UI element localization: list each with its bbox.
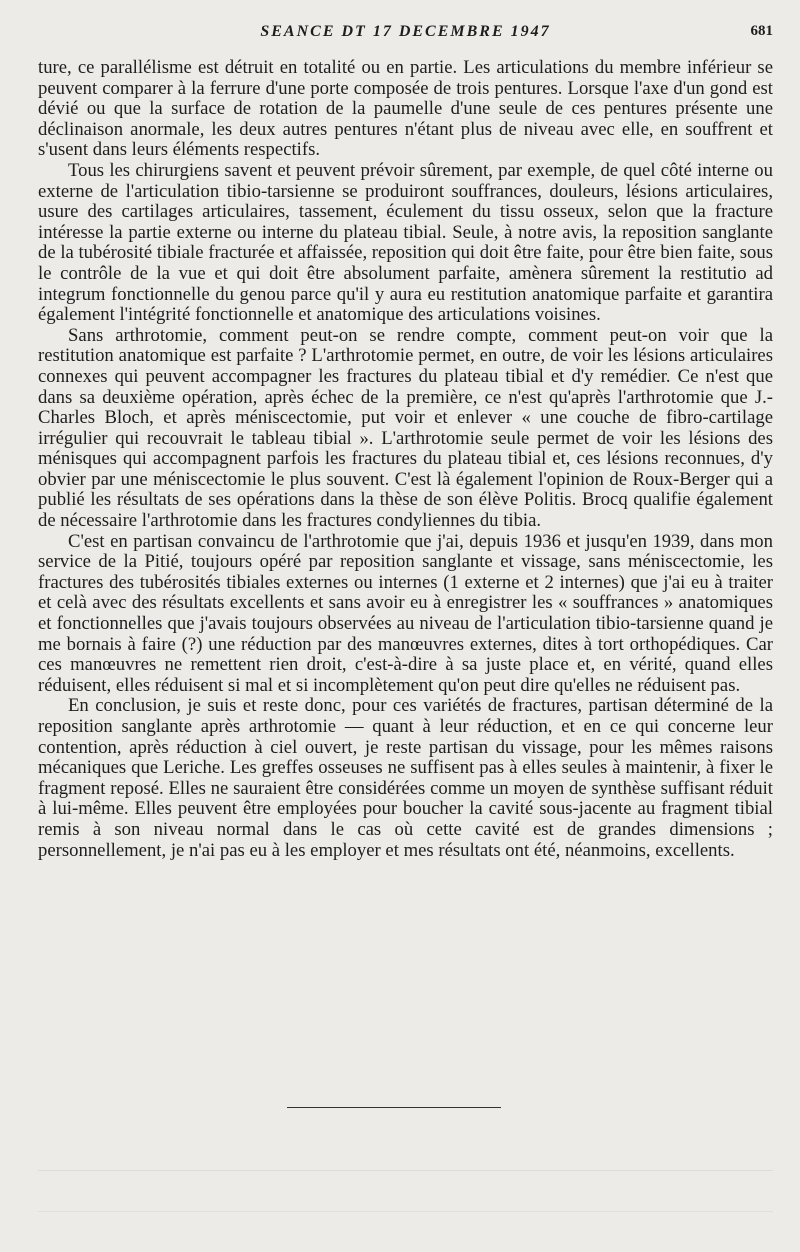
paragraph-3: Sans arthrotomie, comment peut-on se rendre compte, comment peut-on voir que la restitution anatomique est parfaite ? L'arthrotomie permet, en outre, de voir les lésions articulaires connexes qui peuvent accompagner les fractures du plateau tibial et d'y remédier. Ce n'est que dans sa deuxième opération, après échec de la première, ce n'est qu'après l'arthrotomie que J.-Charles Bloch, et après méniscectomie, put voir et enlever « une couche de fibro-cartilage irrégulier qui recouvrait le tableau tibial ». L'arthrotomie seule permet de voir les lésions des ménisques qui accompagnent parfois les fractures du plateau tibial et, ces lésions reconnues, d'y obvier par une méniscectomie le plus souvent. C'est là également l'opinion de Roux-Berger qui a publié les résultats de ses opérations dans la thèse de son élève Politis. Brocq qualifie également de nécessaire l'arthrotomie dans les fractures condyliennes du tibia.: [38, 324, 773, 532]
page-number: 681: [750, 23, 773, 39]
paragraph-1: ture, ce parallélisme est détruit en totalité ou en partie. Les articulations du membre inférieur se peuvent comparer à la ferrure d'une porte composée de trois pentures. Lorsque l'axe d'un gond est dévié ou que la surface de rotation de la paumelle d'une seule de ces pentures présente une déclinaison anormale, les deux autres pentures n'étant plus de niveau avec elle, en souffrent et s'usent dans leurs éléments respectifs.: [38, 57, 773, 161]
paragraph-2: Tous les chirurgiens savent et peuvent prévoir sûrement, par exemple, de quel côté interne ou externe de l'articulation tibio-tarsienne se produiront souffrances, douleurs, lésions articulaires, usure des cartilages articulaires, tassement, éculement du tissu osseux, selon que la fracture intéresse la partie externe ou interne du plateau tibial. Seule, à notre avis, la reposition sanglante de la tubérosité tibiale fracturée et affaissée, reposition qui doit être faite, pour être bien faite, sous le contrôle de la vue et qui doit être absolument parfaite, amènera sûrement la restitutio ad integrum fonctionnelle du genou parce qu'il y aura eu restitution anatomique parfaite et garantira également l'intégrité fonctionnelle et anatomique des articulations voisines.: [38, 159, 773, 326]
end-rule: [287, 1107, 501, 1108]
page-header: [38, 18, 773, 52]
page-show-through: [38, 1170, 773, 1212]
paragraph-4: C'est en partisan convaincu de l'arthrotomie que j'ai, depuis 1936 et jusqu'en 1939, dans mon service de la Pitié, toujours opéré par reposition sanglante et vissage, sans méniscectomie, les fractures des tubérosités tibiales externes ou internes (1 externe et 2 internes) que j'ai eu à traiter et celà avec des résultats excellents et sans avoir eu à enregistrer les « souffrances » anatomiques et fonctionnelles que j'avais toujours observées au niveau de l'articulation tibio-tarsienne quand je me bornais à faire (?) une réduction par des manœuvres externes, dites à tort orthopédiques. Car ces manœuvres ne remettent rien droit, c'est-à-dire à sa juste place et, en vérité, quand elles réduisent, elles réduisent si mal et si incomplètement qu'on peut dire qu'elles ne réduisent pas.: [38, 530, 773, 696]
article-body: [38, 58, 773, 861]
paragraph-5: En conclusion, je suis et reste donc, pour ces variétés de fractures, partisan déterminé de la reposition sanglante après arthrotomie — quant à leur réduction, et en ce qui concerne leur contention, après réduction à ciel ouvert, je reste partisan du vissage, pour les mêmes raisons mécaniques que Leriche. Les greffes osseuses ne suffisent pas à elles seules à maintenir, à fixer le fragment reposé. Elles ne sauraient être considérées comme un moyen de synthèse suffisant réduit à lui-même. Elles peuvent être employées pour boucher la cavité sous-jacente au fragment tibial remis à son niveau normal dans le cas où cette cavité est de grandes dimensions ; personnellement, je n'ai pas eu à les employer et mes résultats ont été, néanmoins, excellents.: [38, 695, 773, 861]
running-title: SEANCE DT 17 DECEMBRE 1947: [260, 23, 551, 40]
